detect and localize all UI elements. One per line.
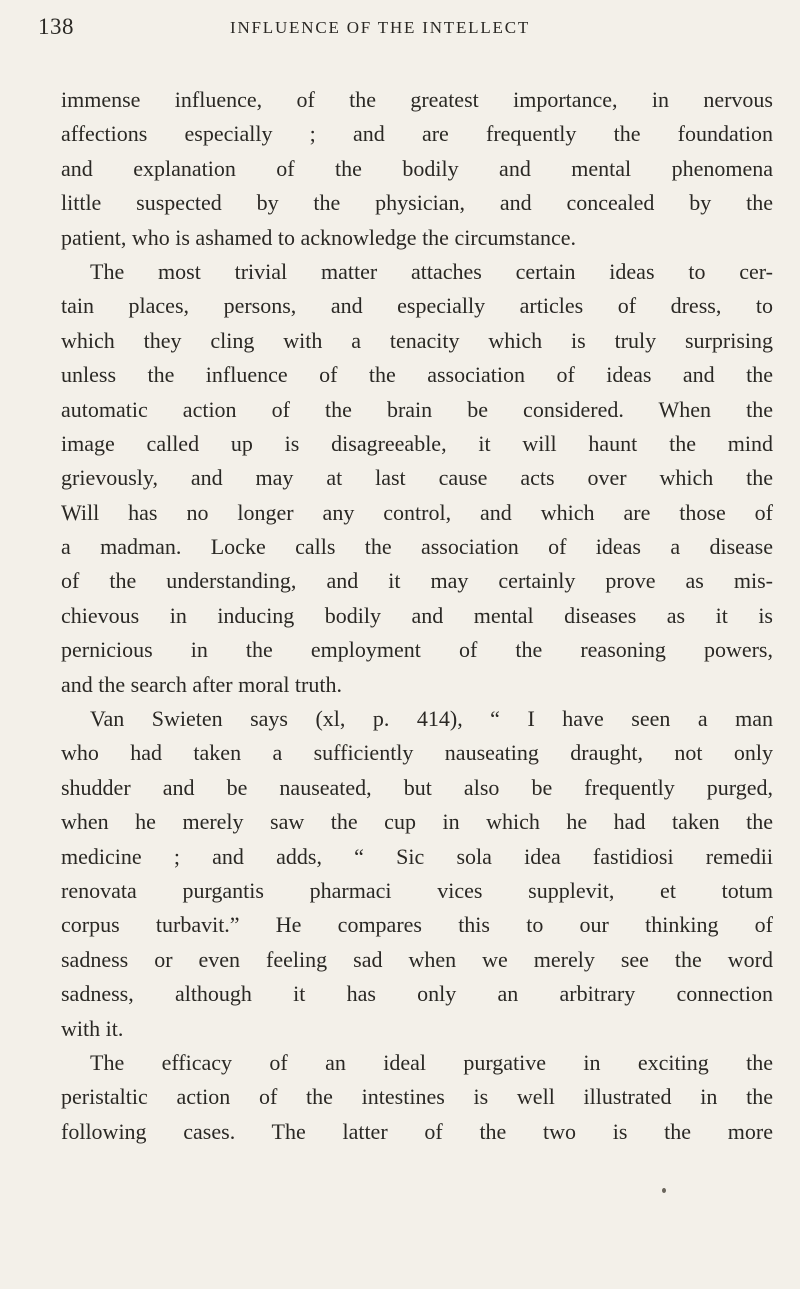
text-line: grievously, and may at last cause acts over which the: [61, 465, 773, 491]
text-line: unless the influence of the association of ideas and the: [61, 362, 773, 388]
text-line: pernicious in the employment of the reasoning powers,: [61, 637, 773, 663]
text-line: which they cling with a tenacity which is truly surprising: [61, 327, 773, 353]
text-line: Will has no longer any control, and which are those of: [61, 499, 773, 525]
text-line: affections especially ; and are frequently the foundation: [61, 121, 773, 147]
text-line: chievous in inducing bodily and mental diseases as it is: [61, 602, 773, 628]
running-title: INFLUENCE OF THE INTELLECT: [230, 18, 531, 37]
running-head: [38, 14, 598, 58]
ink-speck: [662, 1188, 666, 1193]
text-line: sadness or even feeling sad when we merely see the word: [61, 946, 773, 972]
text-line: tain places, persons, and especially articles of dress, to: [61, 293, 773, 319]
text-line: Van Swieten says (xl, p. 414), “ I have seen a man: [90, 706, 773, 732]
page-number: 138: [38, 14, 74, 39]
text-line: shudder and be nauseated, but also be frequently purged,: [61, 774, 773, 800]
text-line: little suspected by the physician, and concealed by the: [61, 190, 773, 216]
text-line: of the understanding, and it may certainly prove as mis-: [61, 568, 773, 594]
text-line: and the search after moral truth.: [61, 671, 342, 697]
text-line: renovata purgantis pharmaci vices supplevit, et totum: [61, 877, 773, 903]
body-text: [61, 83, 773, 1149]
text-line: a madman. Locke calls the association of ideas a disease: [61, 534, 773, 560]
text-line: image called up is disagreeable, it will haunt the mind: [61, 430, 773, 456]
text-line: automatic action of the brain be considered. When the: [61, 396, 773, 422]
text-line: sadness, although it has only an arbitrary connection: [61, 981, 773, 1007]
text-line: peristaltic action of the intestines is well illustrated in the: [61, 1084, 773, 1110]
text-line: following cases. The latter of the two is the more: [61, 1118, 773, 1144]
text-line: medicine ; and adds, “ Sic sola idea fastidiosi remedii: [61, 843, 773, 869]
text-line: The efficacy of an ideal purgative in exciting the: [90, 1049, 773, 1075]
text-line: corpus turbavit.” He compares this to our thinking of: [61, 912, 773, 938]
text-line: when he merely saw the cup in which he had taken the: [61, 809, 773, 835]
text-line: The most trivial matter attaches certain ideas to cer-: [90, 258, 773, 284]
text-line: immense influence, of the greatest importance, in nervous: [61, 87, 773, 112]
text-line: with it.: [61, 1015, 124, 1041]
text-line: patient, who is ashamed to acknowledge the circumstance.: [61, 224, 576, 250]
text-line: and explanation of the bodily and mental phenomena: [61, 155, 773, 181]
text-line: who had taken a sufficiently nauseating draught, not only: [61, 740, 773, 766]
